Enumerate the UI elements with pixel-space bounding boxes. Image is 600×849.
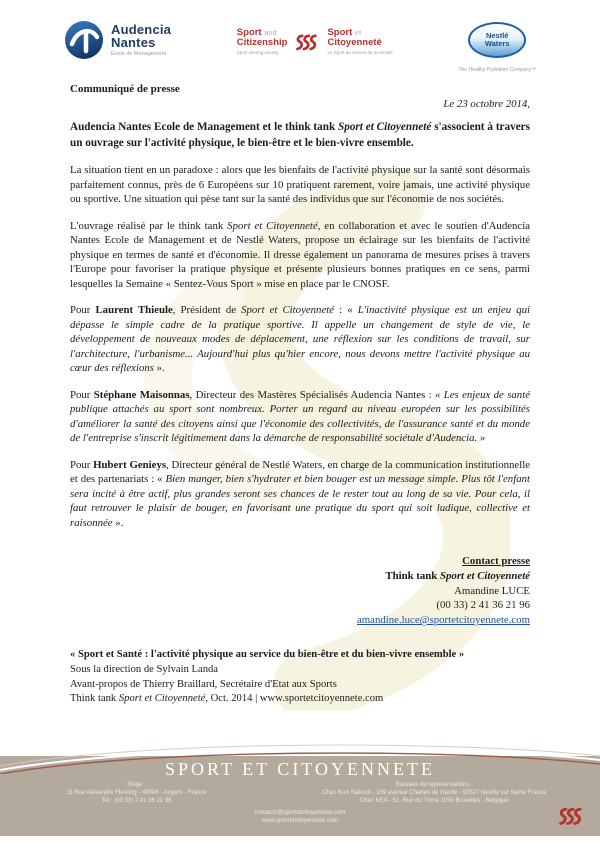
nestle-oval-icon (468, 22, 526, 58)
sc-en-tagline: Sport serving society (236, 49, 279, 55)
footer-title: SPORT ET CITOYENNETE (165, 759, 435, 779)
contact-heading: Contact presse (462, 555, 530, 567)
footer-siege-label: Siège : (127, 782, 146, 788)
paragraph-quote-maisonnas: Pour Stéphane Maisonnas, Directeur des Mastères Spécialisés Audencia Nantes : « Les enjeux de santé publique attachés au sport sont nombreux. Porter un regard au niveau européen sur les possibilités d'améliorer la santé des citoyens ainsi que l'économie des collectivités, de l'assurance santé et du monde de l'entreprise s'inscrit légitimement dans la démarche de responsabilité sociétale d'Audencia. » (70, 388, 530, 444)
nestle-waters-logo (458, 22, 536, 73)
footer-banner (0, 756, 600, 836)
sc-fr-word3: Citoyenneté (327, 36, 382, 48)
paragraph-book-overview: L'ouvrage réalisé par le think tank Sport et Citoyenneté, en collaboration et avec le soutien d'Audencia Nantes Ecole de Management et de Nestlé Waters, propose un éclairage sur les bienfaits de l'activité physique en termes de santé et d'économie. Il dresse également un panorama de mesures prises à travers l'Europe pour favoriser la pratique physique et présente plusieurs bonnes pratiques en ce sens, parmi lesquelles la Semaine « Sentez-Vous Sport » mise en place par le CNOSF. (70, 219, 531, 290)
sc-en-word2: and (264, 28, 277, 37)
footer-bureaux-label: Bureaux de représentations : (395, 782, 473, 788)
nestle-name-line2: Waters (484, 39, 510, 48)
contact-org: Think tank Sport et Citoyenneté (385, 569, 530, 582)
nestle-name-line1: Nestlé (485, 31, 509, 41)
sport-et-citoyennete-logo (327, 28, 392, 55)
book-reference-block (70, 648, 530, 707)
book-foreword: Avant-propos de Thierry Braillard, Secrétaire d'Etat aux Sports (70, 678, 337, 690)
sport-citizenship-logos (237, 28, 393, 57)
audencia-logo (64, 20, 171, 60)
sc-fr-word1: Sport (327, 27, 353, 38)
contact-phone: (00 33) 2 41 36 21 96 (436, 599, 530, 612)
footer-siege-block (8, 781, 265, 805)
footer-sss-flame-icon (558, 804, 584, 830)
nestle-tagline: The Healthy Hydration Company™ (458, 67, 536, 73)
footer-email: contacts@sportetcitoyennete.com (254, 810, 346, 816)
footer-siege-address: 11 Rue Alexandre Fleming - 49006 - Angers - France (66, 790, 207, 796)
document-title: Audencia Nantes Ecole de Management et le think tank Sport et Citoyenneté s'associent à travers un ouvrage sur l'activité physique, le bien-être et le bien-vivre ensemble. (70, 121, 530, 149)
sc-fr-word2: et (354, 28, 362, 37)
paragraph-quote-genieys: Pour Hubert Genieys, Directeur général de Nestlé Waters, en charge de la communication institutionnelle et des partenariats : « Bien manger, bien s'hydrater et bien bouger est un message simple. Plus tôt l'enfant sera incité à être actif, plus grandes seront ses chances de le rester tout au long de sa vie. Pour cela, il faut retrouver le plaisir de bouger, en favorisant une pratique du sport qui soit ludique, collective et raisonnée ». (70, 458, 531, 529)
date: Le 23 octobre 2014, (443, 98, 530, 110)
book-publisher: Think tank Sport et Citoyenneté, Oct. 2014 | www.sportetcitoyennete.com (70, 693, 384, 705)
contact-name: Amandine LUCE (454, 584, 530, 597)
contact-email-link[interactable]: amandine.luce@sportetcitoyennete.com (356, 614, 530, 627)
footer-contact-block (0, 809, 600, 825)
sc-en-word3: Citizenship (236, 36, 288, 48)
footer-bureaux-block (277, 781, 592, 805)
book-director: Sous la direction de Sylvain Landa (70, 663, 218, 675)
sc-en-word1: Sport (236, 27, 262, 38)
footer-bureaux-line1: Chez Kurt Salmon - 159 avenue Charles de Gaulle - 92527 Neuilly sur Seine France (322, 790, 547, 796)
audencia-name-line1: Audencia (111, 21, 172, 37)
sss-flame-icon (295, 29, 319, 57)
contact-block (70, 554, 530, 628)
paragraph-intro: La situation tient en un paradoxe : alors que les bienfaits de l'activité physique sur la santé sont désormais parfaitement connus, près de 6 Européens sur 10 pratiquent rarement, voire jamais, une activité physique ou sportive. Une situation qui pèse tant sur la santé des individus que sur l'économie de nos sociétés. (70, 164, 530, 205)
footer-siege-tel: Tel : (00 33) 2 41 36 21 96 (101, 798, 172, 804)
footer-bureaux-line2: Chez KEA - 51, Rue du Trône 1050 Bruxelles - Belgique (359, 798, 509, 804)
paragraph-quote-thieule: Pour Laurent Thieule, Président de Sport et Citoyenneté : « L'inactivité physique est un enjeu qui dépasse le simple cadre de la pratique sportive. Il appelle un changement de style de vie, le développement de nouveaux modes de déplacement, une réflexion sur les conditions de travail, sur l'architecture, l'urbanisme... Aujourd'hui plus qu'hier encore, nous devons mettre l'activité physique au cœur des réflexions ». (70, 304, 530, 374)
audencia-circle-icon (64, 20, 104, 60)
header (0, 0, 600, 73)
press-release-label: Communiqué de presse (70, 83, 180, 95)
sc-fr-tagline: Le Sport au service de la société (327, 49, 393, 55)
press-release-body (0, 83, 600, 707)
book-title: « Sport et Santé : l'activité physique au service du bien-être et du bien-vivre ensemble » (70, 648, 465, 660)
audencia-tagline: École de Management (111, 51, 167, 58)
footer-website: www.sportetcitoyennete.com (261, 818, 339, 824)
sport-and-citizenship-logo (237, 28, 288, 55)
audencia-name-line2: Nantes (111, 35, 156, 50)
